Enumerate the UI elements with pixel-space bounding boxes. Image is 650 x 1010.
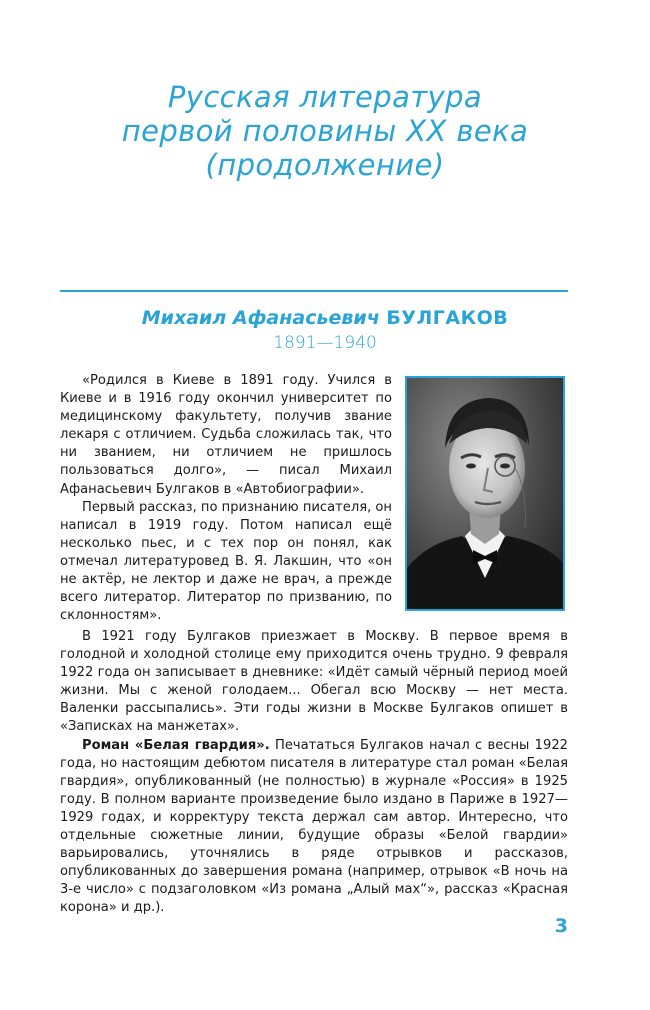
author-dates: 1891—1940 <box>273 333 377 353</box>
chapter-title-line-2: первой половины XX века <box>121 114 529 148</box>
paragraph-white-guard-heading: Роман «Белая гвардия». <box>82 737 270 753</box>
chapter-title <box>0 80 650 182</box>
author-surname: БУЛГАКОВ <box>386 307 509 329</box>
paragraph-first-story: Первый рассказ, по признанию писателя, он написал в 1919 году. Потом написал ещё несколько пьес, и с тех пор он понял, как отмечал литературовед В. Я. Лакшин, что «он не актёр, не лектор и даже не врач, а прежде всего литератор. Литератор по призванию, по склонностям». <box>60 499 392 624</box>
chapter-title-line-3: (продолжение) <box>205 148 445 182</box>
author-portrait <box>405 376 565 611</box>
portrait-photo-icon <box>407 378 563 609</box>
paragraph-white-guard-text: Печататься Булгаков начал с весны 1922 года, но настоящим дебютом писателя в литературе стал роман «Белая гвардия», опубликованный (не полностью) в журнале «Россия» в 1925 году. В полном варианте произведение было издано в Париже в 1927—1929 годах, и корректуру текста держал сам автор. Интересно, что отдельные сюжетные линии, будущие образы «Белой гвардии» варьировались, уточнялись в ряде отрывков и рассказов, опубликованных до завершения романа (например, отрывок «В ночь на 3-е число» с подзаголовком «Из романа „Алый мах“», рассказ «Красная корона» и др.). <box>60 737 569 916</box>
author-first-names: Михаил Афанасьевич <box>141 307 380 329</box>
author-name <box>0 305 650 331</box>
paragraph-white-guard <box>60 737 568 918</box>
body-text-wide <box>60 628 568 918</box>
section-divider <box>60 290 568 292</box>
body-text-narrow <box>60 372 392 625</box>
page-number: 3 <box>554 915 568 937</box>
paragraph-autobiography: «Родился в Киеве в 1891 году. Учился в Киеве и в 1916 году окончил университет по медицинскому факультету, получив звание лекаря с отличием. Судьба сложилась так, что ни званием, ни отличием не пришлось пользоваться долго», — писал Михаил Афанасьевич Булгаков в «Автобиографии». <box>60 373 392 497</box>
chapter-title-line-1: Русская литература <box>167 80 483 114</box>
paragraph-moscow: В 1921 году Булгаков приезжает в Москву. В первое время в голодной и холодной столице ему приходится очень трудно. 9 февраля 1922 года он записывает в дневнике: «Идёт самый чёрный период моей жизни. Мы с женой голодаем... Обегал всю Москву — нет места. Валенки рассыпались». Эти годы жизни в Москве Булгаков опишет в «Записках на манжетах». <box>60 629 568 735</box>
